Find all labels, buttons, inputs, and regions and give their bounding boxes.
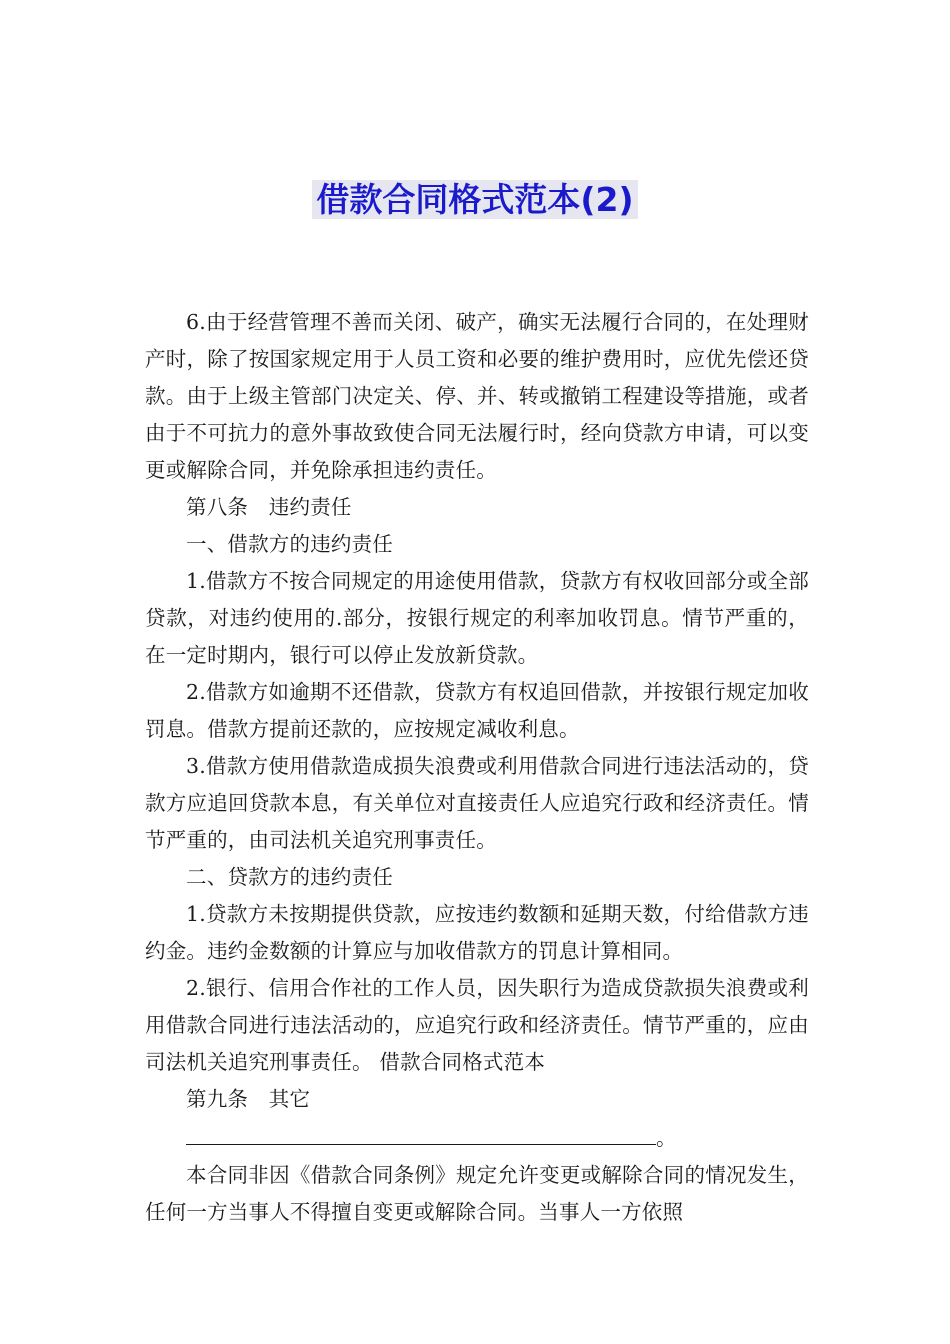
heading-lender-liability: 二、贷款方的违约责任: [186, 865, 393, 889]
heading-article-8: 第八条 违约责任: [186, 495, 352, 519]
blank-fill-line: [145, 1118, 809, 1157]
paragraph-lender-2: 2.银行、信用合作社的工作人员，因失职行为造成贷款损失浪费或利用借款合同进行违法活动的，应追究行政和经济责任。情节严重的，应由司法机关追究刑事责任。 借款合同格式范本: [145, 976, 809, 1074]
paragraph-borrower-3: 3.借款方使用借款造成损失浪费或利用借款合同进行违法活动的，贷款方应追回贷款本息，有关单位对直接责任人应追究行政和经济责任。情节严重的，由司法机关追究刑事责任。: [145, 754, 809, 852]
paragraph-lender-1: 1.贷款方未按期提供贷款，应按违约数额和延期天数，付给借款方违约金。违约金数额的计算应与加收借款方的罚息计算相同。: [145, 902, 809, 963]
blank-line-period: 。: [656, 1126, 677, 1150]
document-title: [0, 178, 950, 222]
paragraph-borrower-1: 1.借款方不按合同规定的用途使用借款，贷款方有权收回部分或全部贷款，对违约使用的.部分，按银行规定的利率加收罚息。情节严重的，在一定时期内，银行可以停止发放新贷款。: [145, 569, 809, 667]
blank-underline: [186, 1118, 656, 1145]
document-title-text: 借款合同格式范本(2): [312, 180, 637, 219]
heading-article-9: 第九条 其它: [186, 1087, 311, 1111]
paragraph-final: 本合同非因《借款合同条例》规定允许变更或解除合同的情况发生，任何一方当事人不得擅自变更或解除合同。当事人一方依照: [145, 1163, 809, 1224]
document-body: [145, 304, 809, 1231]
paragraph-clause-6: 6.由于经营管理不善而关闭、破产，确实无法履行合同的，在处理财产时，除了按国家规定用于人员工资和必要的维护费用时，应优先偿还贷款。由于上级主管部门决定关、停、并、转或撤销工程建设等措施，或者由于不可抗力的意外事故致使合同无法履行时，经向贷款方申请，可以变更或解除合同，并免除承担违约责任。: [145, 310, 809, 482]
heading-borrower-liability: 一、借款方的违约责任: [186, 532, 393, 556]
paragraph-borrower-2: 2.借款方如逾期不还借款，贷款方有权追回借款，并按银行规定加收罚息。借款方提前还款的，应按规定减收利息。: [145, 680, 809, 741]
